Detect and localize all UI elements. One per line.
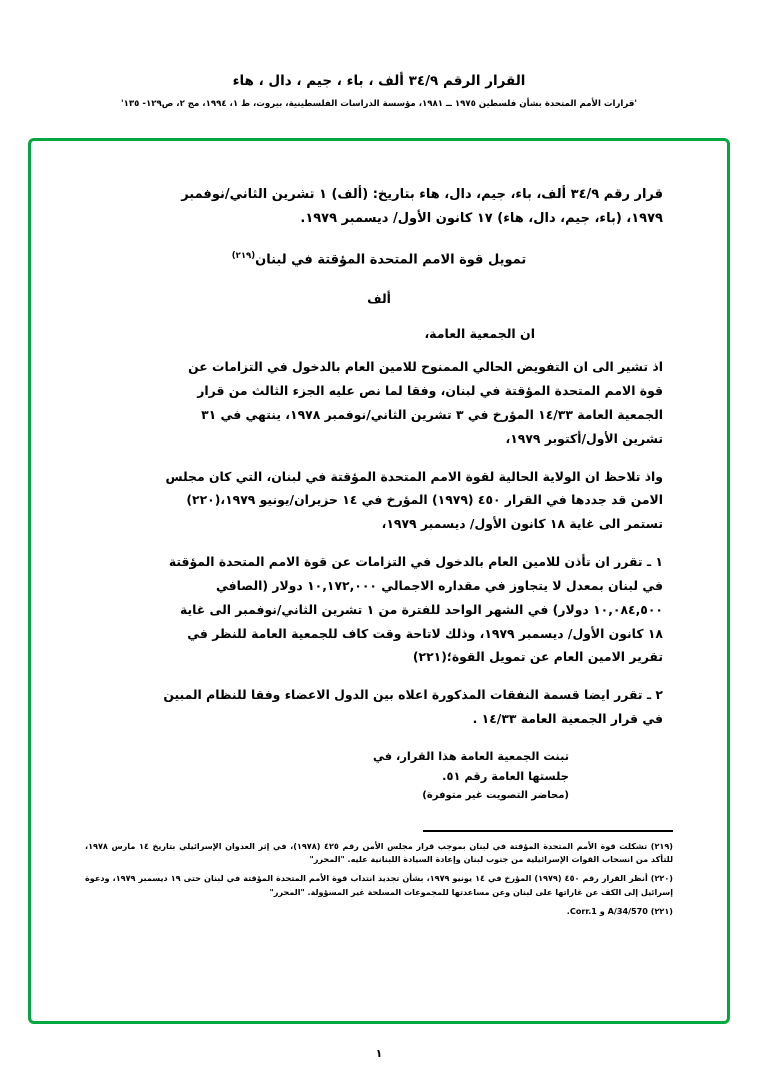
closing-line-1: تبنت الجمعية العامة هذا القرار، في [373,748,569,763]
paragraph-1: اذ تشير الى ان التفويض الحالي الممنوح للامين العام بالدخول في التزامات عن قوة الامم المتحدة المؤقتة في لبنان، وفقا لما نص عليه الجزء الثالث من قرار الجمعية العامة ١٤/٣٣ المؤرخ في ٣ تشرين الثاني/نوفمبر ١٩٧٨، ينتهي في ٣١ تشرين الأول/أكتوبر ١٩٧٩، [188,359,663,446]
paragraph-2: واذ تلاحظ ان الولاية الحالية لقوة الامم المتحدة المؤقتة في لبنان، التي كان مجلس الامن قد جددها في القرار ٤٥٠ (١٩٧٩) المؤرخ في ١٤ حزيران/يونيو ١٩٧٩،(٢٢٠) تستمر الى غاية ١٨ كانون الأول/ ديسمبر ١٩٧٩، [165,468,663,532]
resolution-subject [77,251,681,267]
source-citation: 'قرارات الأمم المتحدة بشأن فلسطين ١٩٧٥ ــ ١٩٨١، مؤسسة الدراسات الفلسطينية، بيروت، ط ١، ١٩٩٤، مج ٢، ص١٢٩- ١٣٥' [121,98,637,109]
subject-text: تمويل قوة الامم المتحدة المؤقتة في لبنان [255,252,527,268]
section-letter: ألف [367,291,391,307]
subject-footnote-marker: (٢١٩) [231,251,256,262]
closing-block [77,747,681,804]
footnotes-section [77,840,681,918]
paragraph-4: ٢ ـ تقرر ايضا قسمة النفقات المذكورة اعلاه بين الدول الاعضاء وفقا للنظام المبين في قرار الجمعية العامة ١٤/٣٣ . [163,687,663,726]
frame-inner-content [31,141,727,1021]
closing-line-2: جلستها العامة رقم ٥١. [442,768,569,783]
footnote-220: (٢٢٠) أنظر القرار رقم ٤٥٠ (١٩٧٩) المؤرخ في ١٤ يونيو ١٩٧٩، بشأن تجديد انتداب قوة الأمم المتحدة المؤقتة في لبنان حتى ١٩ ديسمبر ١٩٧٩، ودعوة إسرائيل إلى الكف عن غاراتها على لبنان وعن مساعدتها للمجموعات المسلحة غير المسؤولة. "المحرر" [85,873,673,897]
footnote-221: (٢٢١) A/34/570 و Corr.1. [566,905,673,916]
resolution-title: القرار الرقم ٣٤/٩ ألف ، باء ، جيم ، دال ، هاء [232,73,526,89]
paragraph-3: ١ ـ تقرر ان تأذن للامين العام بالدخول في التزامات عن قوة الامم المتحدة المؤقتة في لبنان بمعدل لا يتجاوز في مقداره الاجمالي ١٠,١٧٢,٠٠٠ دولار (الصافي ١٠,٠٨٤,٥٠٠ دولار) في الشهر الواحد للفترة من ١ تشرين الثاني/نوفمبر الى غاية ١٨ كانون الأول/ ديسمبر ١٩٧٩، وذلك لاتاحة وقت كاف للجمعية العامة للنظر في تقرير الامين العام عن تمويل القوة؛(٢٢١) [168,554,663,665]
assembly-line: ان الجمعية العامة، [424,326,535,342]
green-content-frame [28,138,730,1024]
footnote-divider [423,830,673,832]
resolution-heading: قرار رقم ٣٤/٩ ألف، باء، جيم، دال، هاء بتاريخ: (ألف) ١ تشرين الثاني/نوفمبر ١٩٧٩، (باء، جيم، دال، هاء) ١٧ كانون الأول/ ديسمبر ١٩٧٩. [181,187,663,227]
document-header [0,0,758,110]
closing-line-3: (محاضر التصويت غير متوفرة) [422,789,569,801]
page-number: ١ [375,1047,383,1060]
footnote-219: (٢١٩) تشكلت قوة الأمم المتحدة المؤقتة في لبنان بموجب قرار مجلس الأمن رقم ٤٢٥ (١٩٧٨)، في إثر العدوان الإسرائيلي بتاريخ ١٤ مارس ١٩٧٨، للتأكد من انسحاب القوات الإسرائيلية من جنوب لبنان وإعادة السيادة اللبنانية عليه. "المحرر" [85,841,673,865]
